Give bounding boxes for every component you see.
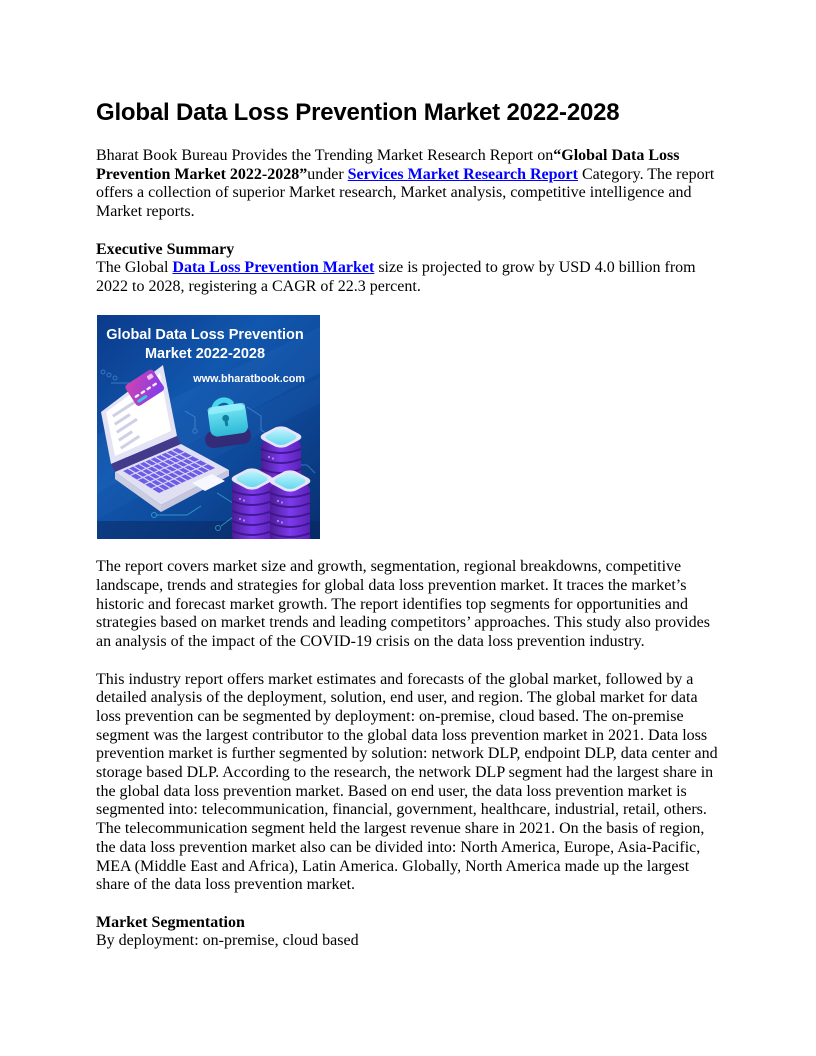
- page-title: Global Data Loss Prevention Market 2022-2028: [96, 99, 620, 126]
- banner-title-line2: Market 2022-2028: [144, 346, 266, 363]
- padlock-graphic: [204, 400, 252, 449]
- exec-run2: size is projected to grow by USD 4.0 billion from 2022 to 2028, registering a CAGR of 22.3 percent.: [96, 259, 696, 295]
- banner-title-line1: Global Data Loss Prevention: [106, 327, 304, 344]
- banner-website-text: www.bharatbook.com: [193, 373, 305, 386]
- banner-image: [97, 315, 320, 539]
- intro-bold-title: “Global Data Loss Prevention Market 2022-2028”: [96, 147, 680, 183]
- intro-run3: under: [307, 165, 348, 183]
- segmentation-block: [96, 914, 720, 951]
- segmentation-heading: Market Segmentation: [96, 913, 245, 931]
- executive-summary-block: [96, 241, 720, 297]
- intro-run4: Category. The report offers a collection of superior Market research, Market analysis, competitive intelligence and Market reports.: [96, 165, 715, 221]
- segmentation-line: By deployment: on-premise, cloud based: [96, 932, 359, 950]
- services-market-research-report-link[interactable]: Services Market Research Report: [347, 165, 578, 183]
- banner-illustration: [97, 315, 320, 539]
- intro-paragraph: [96, 147, 720, 222]
- overview-paragraph: The report covers market size and growth, segmentation, regional breakdowns, competitive landscape, trends and strategies for global data loss prevention market. It traces the market’s historic and forecast market growth. The report identifies top segments for opportunities and strategies based on market trends and leading competitors’ approaches. This study also provides an analysis of the impact of the COVID-19 crisis on the data loss prevention industry.: [96, 558, 710, 651]
- executive-summary-heading: Executive Summary: [96, 240, 235, 258]
- exec-run1: The Global: [96, 259, 173, 277]
- data-loss-prevention-market-link[interactable]: Data Loss Prevention Market: [172, 259, 375, 277]
- industry-paragraph: This industry report offers market estimates and forecasts of the global market, followed by a detailed analysis of the deployment, solution, end user, and region. The global market for data loss prevention can be segmented by deployment: on-premise, cloud based. The on-premise segment was the largest contributor to the global data loss prevention market in 2021. Data loss prevention market is further segmented by solution: network DLP, endpoint DLP, data center and storage based DLP. According to the research, the network DLP segment had the largest share in the global data loss prevention market. Based on end user, the data loss prevention market is segmented into: telecommunication, financial, government, healthcare, industrial, retail, others. The telecommunication segment held the largest revenue share in 2021. On the basis of region, the data loss prevention market also can be divided into: North America, Europe, Asia-Pacific, MEA (Middle East and Africa), Latin America. Globally, North America made up the largest share of the data loss prevention market.: [96, 670, 718, 894]
- intro-run1: Bharat Book Bureau Provides the Trending Market Research Report on: [96, 147, 554, 164]
